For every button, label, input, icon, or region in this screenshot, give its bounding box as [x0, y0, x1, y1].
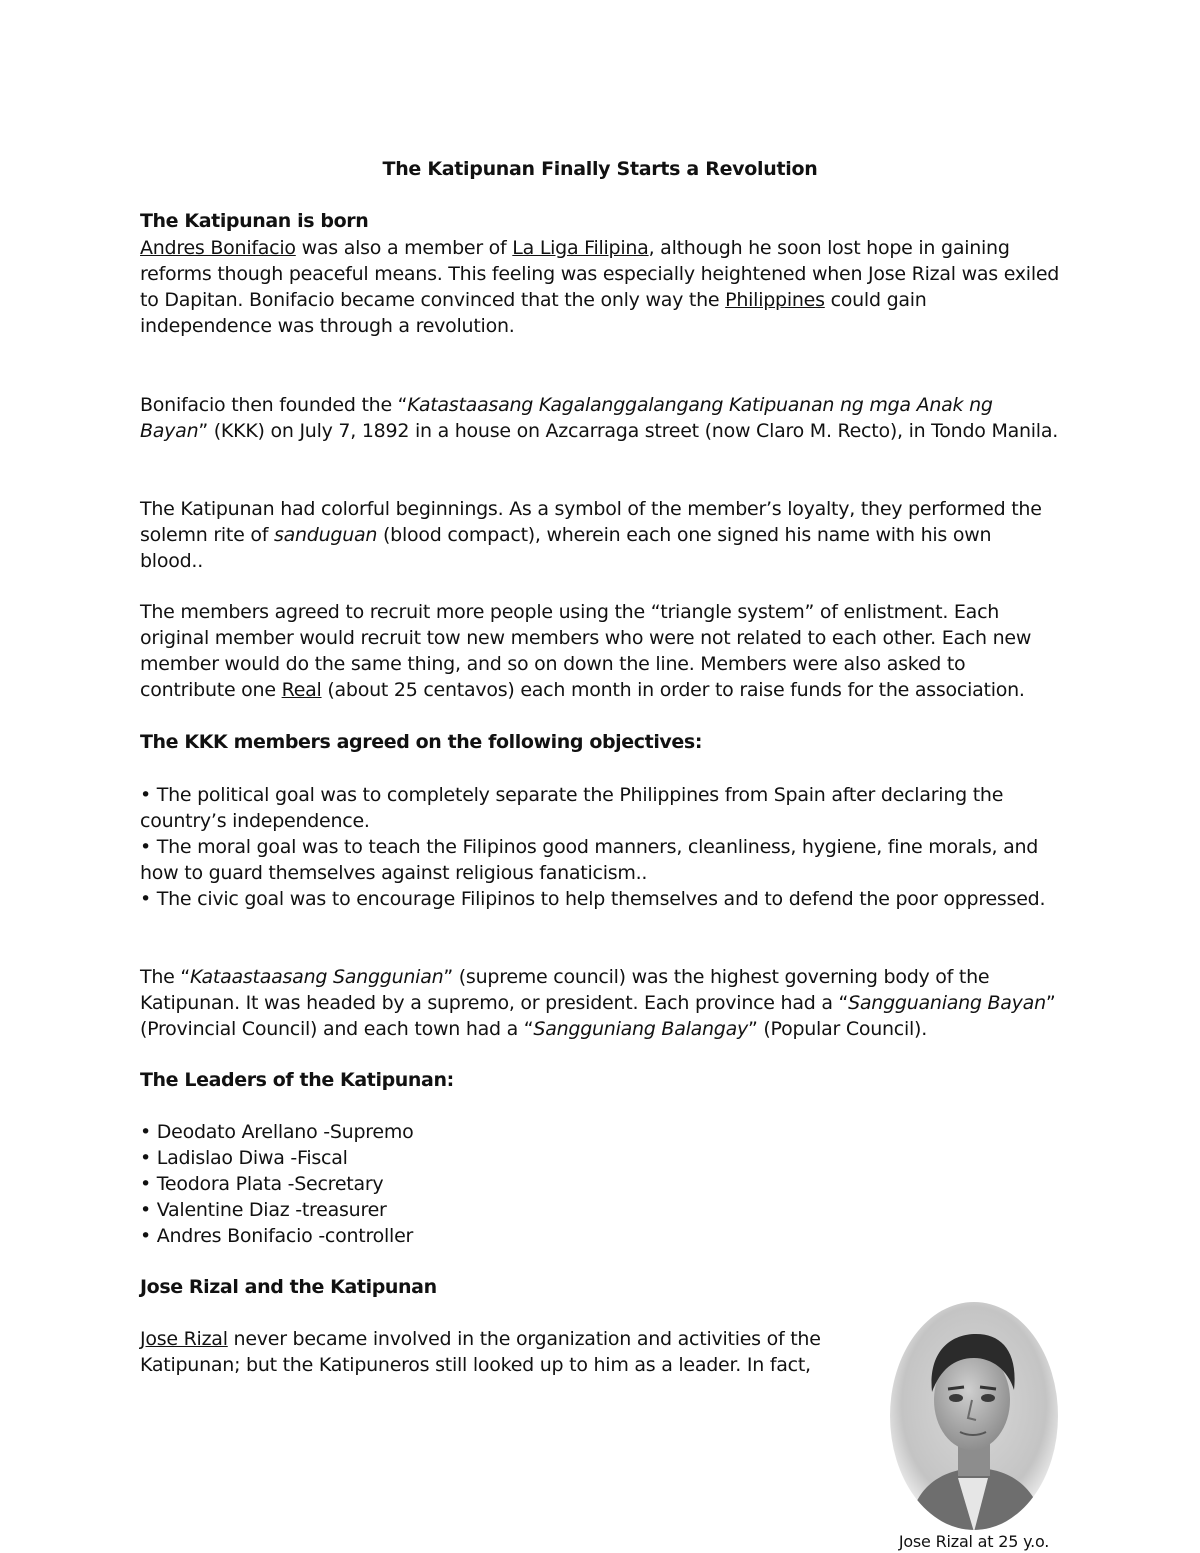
link-philippines[interactable]: Philippines — [725, 289, 825, 311]
paragraph-supreme-council — [140, 964, 1060, 1042]
list-item: • Valentine Diaz -treasurer — [140, 1199, 387, 1221]
paragraph-rizal — [140, 1326, 850, 1378]
list-item: • Teodora Plata -Secretary — [140, 1173, 384, 1195]
text: Bonifacio then founded the “ — [140, 394, 408, 416]
link-andres-bonifacio[interactable]: Andres Bonifacio — [140, 237, 296, 259]
heading-rizal-katipunan: Jose Rizal and the Katipunan — [140, 1276, 437, 1298]
text: ” (supreme council) was the highest governing body of the Katipunan. It was headed by a supremo, or president. Each province had a “ — [140, 966, 990, 1014]
link-real[interactable]: Real — [281, 679, 322, 701]
photo-caption: Jose Rizal at 25 y.o. — [898, 1532, 1050, 1551]
text: never became involved in the organization and activities of the Katipunan; but the Katipuneros still looked up to him as a leader. In fact, — [140, 1328, 821, 1376]
list-item: • The civic goal was to encourage Filipinos to help themselves and to defend the poor oppressed. — [140, 888, 1046, 910]
text: ” (Provincial Council) and each town had a “ — [140, 992, 1056, 1040]
list-item: • Deodato Arellano -Supremo — [140, 1121, 414, 1143]
list-item: • Andres Bonifacio -controller — [140, 1225, 414, 1247]
list-item: • The moral goal was to teach the Filipinos good manners, cleanliness, hygiene, fine morals, and how to guard themselves against religious fanaticism.. — [140, 836, 1039, 884]
text: (blood compact), wherein each one signed his name with his own blood.. — [140, 524, 992, 572]
text: ” (Popular Council). — [748, 1018, 928, 1040]
text: The Katipunan had colorful beginnings. As a symbol of the member’s loyalty, they performed the solemn rite of — [140, 498, 1042, 546]
text: could gain independence was through a revolution. — [140, 289, 927, 337]
jose-rizal-portrait-image — [888, 1300, 1060, 1532]
text: (about 25 centavos) each month in order to raise funds for the association. — [321, 679, 1025, 701]
leaders-list — [140, 1119, 1060, 1249]
italic-text: Sangguniang Balangay — [533, 1018, 748, 1040]
link-la-liga-filipina[interactable]: La Liga Filipina — [512, 237, 649, 259]
link-jose-rizal[interactable]: Jose Rizal — [140, 1328, 228, 1350]
italic-text: Katastaasang Kagalanggalangang Katipuanan ng mga Anak ng Bayan — [140, 394, 993, 442]
page-title: The Katipunan Finally Starts a Revolution — [382, 158, 818, 180]
paragraph-bonifacio-intro — [140, 235, 1060, 339]
heading-objectives: The KKK members agreed on the following objectives: — [140, 731, 703, 753]
list-item: • Ladislao Diwa -Fiscal — [140, 1147, 348, 1169]
italic-text: sanduguan — [273, 524, 378, 546]
italic-text: Kataastaasang Sanggunian — [189, 966, 444, 988]
objectives-list — [140, 782, 1060, 912]
paragraph-kkk-founding — [140, 392, 1060, 444]
text: was also a member of — [295, 237, 513, 259]
text: The “ — [140, 966, 190, 988]
text: ” (KKK) on July 7, 1892 in a house on Azcarraga street (now Claro M. Recto), in Tondo Manila. — [198, 420, 1059, 442]
paragraph-blood-compact — [140, 496, 1060, 574]
text: , although he soon lost hope in gaining reforms though peaceful means. This feeling was especially heightened when Jose Rizal was exiled to Dapitan. Bonifacio became convinced that the only way the — [140, 237, 1060, 311]
paragraph-triangle-system — [140, 599, 1060, 703]
list-item: • The political goal was to completely separate the Philippines from Spain after declaring the country’s independence. — [140, 784, 1004, 832]
heading-leaders: The Leaders of the Katipunan: — [140, 1069, 454, 1091]
text: The members agreed to recruit more people using the “triangle system” of enlistment. Each original member would recruit tow new members who were not related to each other. Each new member would do the same thing, and so on down the line. Members were also asked to contribute one — [140, 601, 1032, 701]
italic-text: Sangguaniang Bayan — [848, 992, 1046, 1014]
heading-katipunan-born: The Katipunan is born — [140, 210, 369, 232]
